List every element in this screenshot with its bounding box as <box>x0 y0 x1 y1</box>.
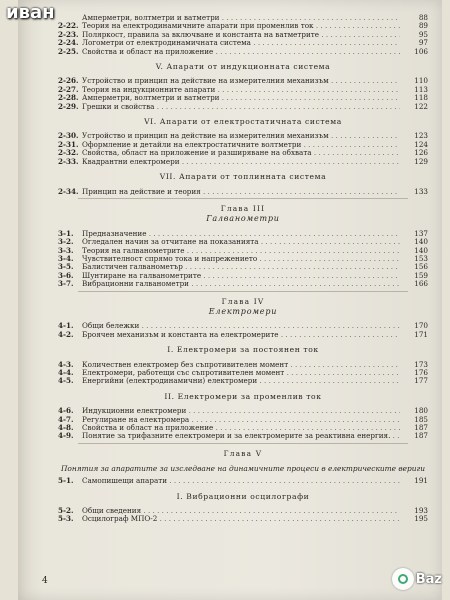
section-heading: II. Електромери за променлив ток <box>164 391 322 401</box>
toc-entry <box>58 515 428 523</box>
toc-entry-number: 4-8. <box>58 423 74 433</box>
toc-entry <box>58 432 428 440</box>
toc-entry-page: 133 <box>414 186 428 196</box>
toc-entry-title: Регулиране на електромера . . . <box>82 416 400 424</box>
toc-entry-number: 2-22. <box>58 21 79 31</box>
chapter-title: Електромери <box>208 306 278 316</box>
toc-entry-number: 5-3. <box>58 514 74 524</box>
toc-entry-title: Общи бележки . . . <box>82 322 400 330</box>
toc-entry-page: 95 <box>418 29 428 39</box>
toc-entry-number: 4-1. <box>58 321 74 331</box>
toc-entry <box>58 416 428 424</box>
chapter-title: Галванометри <box>206 214 280 224</box>
toc-entry-page: 195 <box>414 514 428 524</box>
toc-entry-title: Балистичен галванометър . . . <box>82 263 400 271</box>
toc-entry-page: 177 <box>414 376 428 386</box>
toc-entry-title: Поляркост, правила за включване и константа на ватметрите . . . <box>82 31 400 39</box>
toc-entry <box>58 86 428 94</box>
toc-entry-title: Общи сведения . . . <box>82 507 400 515</box>
toc-entry <box>58 322 428 330</box>
toc-entry-number: 3-2. <box>58 237 74 247</box>
page-number: 4 <box>42 576 48 586</box>
toc-entry <box>58 424 428 432</box>
table-of-contents <box>58 14 428 524</box>
toc-entry-title: Количествен електромер без съпротивителен момент . . . <box>82 361 400 369</box>
toc-entry-title: Устройство и принцип на действие на измерителния механизъм . . . <box>82 77 400 85</box>
toc-entry-title: Осцилограф МПО-2 . . . <box>82 515 400 523</box>
toc-entry-page: 166 <box>414 279 428 289</box>
toc-entry-page: 123 <box>414 131 428 141</box>
toc-entry-number: 2-29. <box>58 101 79 111</box>
toc-entry-number: 2-33. <box>58 156 79 166</box>
toc-entry-page: 171 <box>414 329 428 339</box>
toc-entry-page: 173 <box>414 359 428 369</box>
site-logo <box>372 564 442 594</box>
toc-entry-title: Квадрантни електромери . . . <box>82 158 400 166</box>
toc-entry-page: 89 <box>418 21 428 31</box>
toc-entry <box>58 77 428 85</box>
toc-entry-title: Амперметри, волтметри и ватметри . . . <box>82 14 400 22</box>
chapter-label: Глава V <box>223 448 263 458</box>
toc-entry-page: 88 <box>418 13 428 22</box>
toc-entry-number: 2-27. <box>58 84 79 94</box>
toc-entry-title: Електромери, работещи със съпротивителен момент . . . <box>82 369 400 377</box>
divider <box>78 443 408 444</box>
toc-entry <box>58 149 428 157</box>
divider <box>78 291 408 292</box>
toc-entry-title: Логометри от електродинамичната система . . . <box>82 39 400 47</box>
toc-entry-number: 4-9. <box>58 431 74 441</box>
toc-entry-number: 4-7. <box>58 414 74 424</box>
toc-entry-page: 113 <box>414 84 428 94</box>
toc-entry-page: 122 <box>414 101 428 111</box>
toc-entry-page: 129 <box>414 156 428 166</box>
toc-entry-number: 4-3. <box>58 359 74 369</box>
toc-entry-number: 2-28. <box>58 93 79 103</box>
logo-text: Baz <box>415 571 442 587</box>
toc-entry-title: Самопишещи апарати . . . <box>82 477 400 485</box>
chapter-label: Глава IV <box>221 296 265 306</box>
toc-entry <box>58 361 428 369</box>
toc-entry-title: Свойства и област на приложение . . . <box>82 48 400 56</box>
section-heading: V. Апарати от индукционната система <box>155 62 331 72</box>
toc-entry-title: Огледален начин за отчитане на показанията . . . <box>82 238 400 246</box>
toc-entry-number: 2-32. <box>58 148 79 158</box>
toc-entry <box>58 31 428 39</box>
book-page <box>18 0 442 600</box>
section-heading: VI. Апарати от електростатичната система <box>144 117 342 127</box>
toc-entry-page: 126 <box>414 148 428 158</box>
toc-entry-number: 2-26. <box>58 76 79 86</box>
toc-entry <box>58 331 428 339</box>
toc-entry <box>58 48 428 56</box>
toc-entry-number: 4-4. <box>58 368 74 377</box>
toc-entry-title: Принцип на действие и теория . . . <box>82 188 400 196</box>
toc-entry-title: Теория на галванометрите . . . <box>82 247 400 255</box>
watermark-username: иван <box>6 2 55 23</box>
toc-entry-title: Грешки и свойства . . . <box>82 103 400 111</box>
toc-entry-page: 110 <box>414 76 428 86</box>
toc-entry <box>58 263 428 271</box>
toc-entry-page: 124 <box>414 139 428 149</box>
toc-entry-title: Понятие за трифазните електромери и за електромерите за реактивна енергия. . . . <box>82 432 400 440</box>
toc-entry-page: 106 <box>414 46 428 56</box>
toc-entry-number: 4-6. <box>58 406 74 416</box>
toc-entry-page: 159 <box>414 270 428 280</box>
toc-entry-title: Устройство и принцип на действие на измерителния механизъм . . . <box>82 132 400 140</box>
toc-entry-title: Чувствителност спрямо тока и напрежението . . . <box>82 255 400 263</box>
toc-entry <box>58 507 428 515</box>
toc-entry-number: 2-31. <box>58 139 79 149</box>
chapter-subject: Понятия за апаратите за изследване на динамичните процеси в електрическите вериги <box>60 464 426 474</box>
toc-entry-number: 3-3. <box>58 245 74 255</box>
toc-entry-page: 137 <box>414 228 428 238</box>
toc-entry-title: Енергийни (електродинамични) електромери . . . <box>82 377 400 385</box>
toc-entry-page: 97 <box>418 38 428 48</box>
toc-entry <box>58 369 428 377</box>
toc-entry-title: Шунтиране на галванометрите . . . <box>82 272 400 280</box>
toc-entry-number: 5-2. <box>58 506 74 516</box>
toc-entry-title: Индукционни електромери . . . <box>82 407 400 415</box>
toc-entry <box>58 14 428 22</box>
toc-entry <box>58 272 428 280</box>
toc-entry-page: 187 <box>414 423 428 433</box>
toc-entry-page: 187 <box>414 431 428 441</box>
toc-entry-number: 5-1. <box>58 476 74 486</box>
toc-entry <box>58 141 428 149</box>
toc-entry-number: 2-30. <box>58 131 79 141</box>
toc-entry-number: 3-7. <box>58 279 74 289</box>
toc-entry <box>58 132 428 140</box>
toc-entry-title: Теория на индукционните апарати . . . <box>82 86 400 94</box>
toc-entry-number: 2-23. <box>58 29 79 39</box>
toc-entry-page: 176 <box>414 368 428 377</box>
toc-entry <box>58 22 428 30</box>
toc-entry-page: 140 <box>414 245 428 255</box>
toc-entry-number: 3-1. <box>58 228 74 238</box>
toc-entry-page: 118 <box>414 93 428 103</box>
toc-entry <box>58 188 428 196</box>
divider <box>78 198 408 199</box>
toc-entry-number: 2-24. <box>58 38 79 48</box>
toc-entry-number: 3-5. <box>58 262 74 272</box>
section-heading: VII. Апарати от топлинната система <box>159 172 327 182</box>
toc-entry <box>58 158 428 166</box>
section-heading: I. Вибрационни осцилографи <box>176 491 310 501</box>
toc-entry-page: 180 <box>414 406 428 416</box>
toc-entry-page: 170 <box>414 321 428 331</box>
toc-entry-number: 2-25. <box>58 46 79 56</box>
toc-entry-title: Теория на електродинамичните апарати при променлив ток . . . <box>82 22 400 30</box>
toc-entry-number: 3-6. <box>58 270 74 280</box>
toc-entry-title: Предназначение . . . <box>82 230 400 238</box>
toc-entry-page: 191 <box>414 476 428 486</box>
toc-entry-title: Амперметри, волтметри и ватметри . . . <box>82 94 400 102</box>
toc-entry <box>58 230 428 238</box>
toc-entry <box>58 280 428 288</box>
toc-entry-page: 140 <box>414 237 428 247</box>
toc-entry-page: 185 <box>414 414 428 424</box>
chapter-label: Глава III <box>220 203 266 213</box>
toc-entry-number: 3-4. <box>58 253 74 263</box>
logo-icon <box>392 568 414 590</box>
toc-entry <box>58 377 428 385</box>
toc-entry <box>58 407 428 415</box>
section-heading: I. Електромери за постоянен ток <box>167 345 319 355</box>
toc-entry-title: Свойства, област на приложение и разширяване на обхвата . . . <box>82 149 400 157</box>
toc-entry <box>58 255 428 263</box>
toc-entry-title: Свойства и област на приложение . . . <box>82 424 400 432</box>
toc-entry <box>58 103 428 111</box>
toc-entry-title: Оформление и детайли на електростатичните волтметри . . . <box>82 141 400 149</box>
toc-entry <box>58 94 428 102</box>
toc-entry-page: 193 <box>414 506 428 516</box>
toc-entry <box>58 477 428 485</box>
toc-entry <box>58 39 428 47</box>
toc-entry-title: Броячен механизъм и константа на електромерите . . . <box>82 331 400 339</box>
toc-entry-number: 4-2. <box>58 329 74 339</box>
toc-entry-page: 156 <box>414 262 428 272</box>
toc-entry <box>58 247 428 255</box>
toc-entry-page: 153 <box>414 253 428 263</box>
toc-entry <box>58 238 428 246</box>
toc-entry-number: 4-5. <box>58 376 74 386</box>
toc-entry-title: Вибрационни галванометри . . . <box>82 280 400 288</box>
toc-entry-number: 2-34. <box>58 186 79 196</box>
